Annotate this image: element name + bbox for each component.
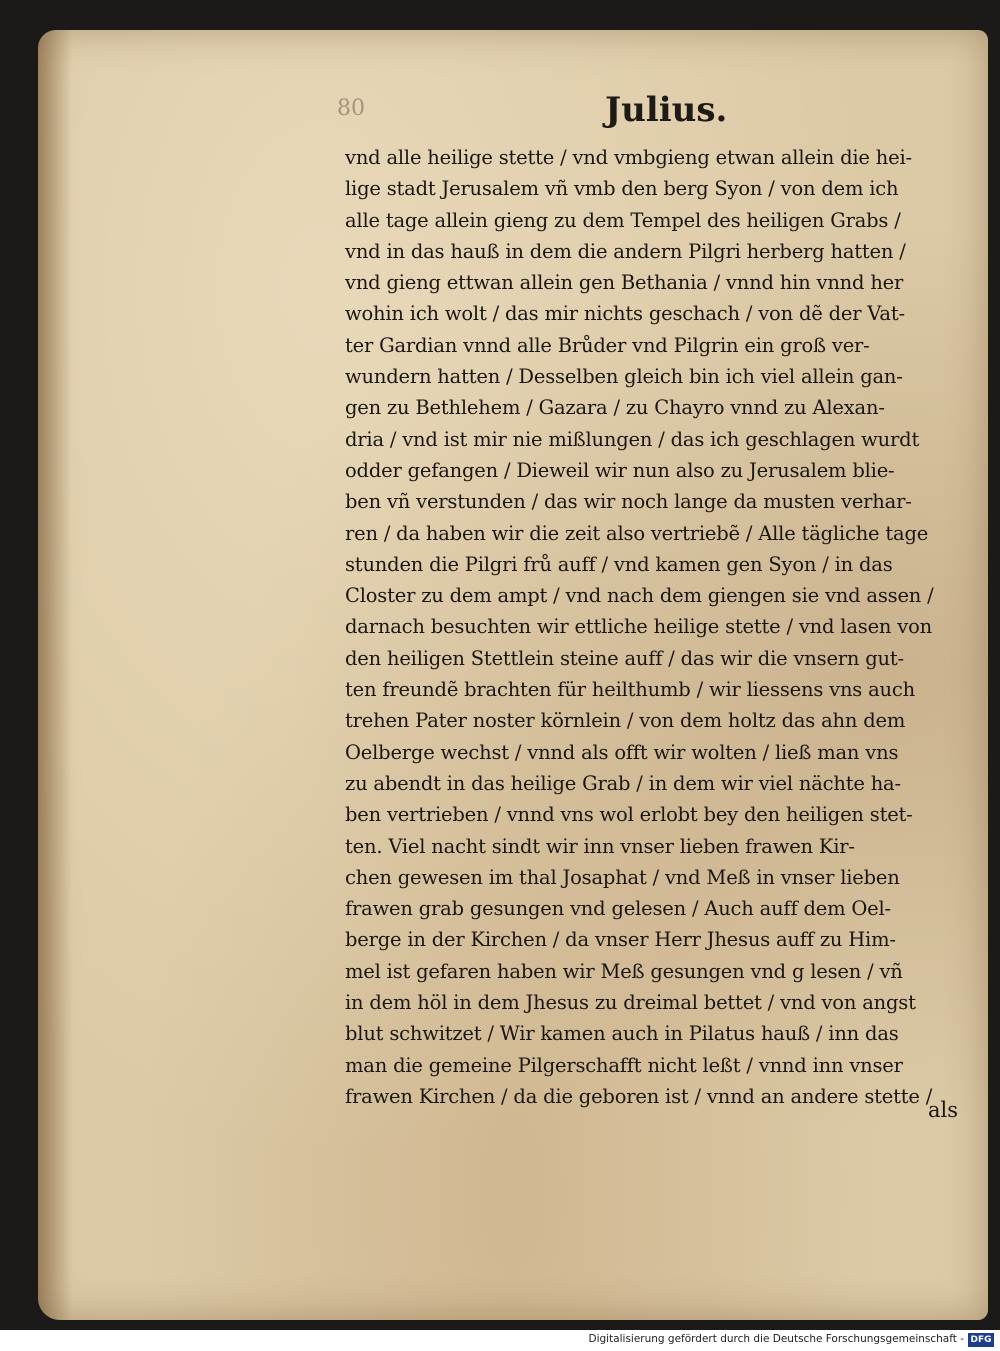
text-line: blut schwitzet / Wir kamen auch in Pilatus hauß / inn das	[345, 1022, 899, 1046]
text-line: Closter zu dem ampt / vnd nach dem giengen sie vnd assen /	[345, 584, 934, 608]
text-line: frawen grab gesungen vnd gelesen / Auch auff dem Oel-	[345, 897, 891, 921]
text-line: darnach besuchten wir ettliche heilige stette / vnd lasen von	[345, 615, 932, 639]
footer-bar	[0, 1330, 1000, 1351]
text-line: mel ist gefaren haben wir Meß gesungen vnd g lesen / vñ	[345, 959, 903, 983]
page-shadow-edge	[38, 30, 72, 1320]
text-line: trehen Pater noster körnlein / von dem holtz das ahn dem	[345, 709, 906, 733]
text-line: vnd gieng ettwan allein gen Bethania / vnnd hin vnnd her	[345, 271, 904, 295]
text-line: wohin ich wolt / das mir nichts geschach / von dẽ der Vat-	[345, 302, 905, 326]
text-line: chen gewesen im thal Josaphat / vnd Meß in vnser lieben	[345, 865, 900, 889]
text-line: ten. Viel nacht sindt wir inn vnser lieben frawen Kir-	[345, 834, 855, 858]
text-line: stunden die Pilgri frů auff / vnd kamen gen Syon / in das	[345, 552, 893, 576]
text-line: lige stadt Jerusalem vñ vmb den berg Syon / von dem ich	[345, 177, 899, 201]
text-line: gen zu Bethlehem / Gazara / zu Chayro vnnd zu Alexan-	[345, 396, 885, 420]
text-line: man die gemeine Pilgerschafft nicht leßt / vnnd inn vnser	[345, 1053, 903, 1077]
text-line: ben vertrieben / vnnd vns wol erlobt bey den heiligen stet-	[345, 803, 913, 827]
text-line: ben vñ verstunden / das wir noch lange da musten verhar-	[345, 490, 912, 514]
dfg-logo: DFG	[968, 1333, 994, 1347]
text-line: frawen Kirchen / da die geboren ist / vnnd an andere stette /	[345, 1084, 933, 1108]
text-line: wundern hatten / Desselben gleich bin ich viel allein gan-	[345, 365, 903, 389]
text-line: dria / vnd ist mir nie mißlungen / das ich geschlagen wurdt	[345, 427, 920, 451]
text-line: odder gefangen / Dieweil wir nun also zu Jerusalem blie-	[345, 458, 895, 482]
footer-credit: Digitalisierung gefördert durch die Deutsche Forschungsgemeinschaft -	[588, 1333, 964, 1345]
page-number: 80	[337, 96, 365, 121]
text-line: Oelberge wechst / vnnd als offt wir wolten / ließ man vns	[345, 740, 899, 764]
body-text	[345, 142, 965, 1112]
text-line: ter Gardian vnnd alle Brůder vnd Pilgrin ein groß ver-	[345, 333, 870, 357]
text-line: alle tage allein gieng zu dem Tempel des heiligen Grabs /	[345, 208, 901, 232]
text-line: vnd in das hauß in dem die andern Pilgri herberg hatten /	[345, 239, 906, 263]
running-title: Julius.	[605, 90, 728, 130]
catchword: als	[928, 1098, 959, 1122]
text-line: in dem höl in dem Jhesus zu dreimal bettet / vnd von angst	[345, 991, 916, 1015]
text-line: ren / da haben wir die zeit also vertriebẽ / Alle tägliche tage	[345, 521, 929, 545]
text-line: berge in der Kirchen / da vnser Herr Jhesus auff zu Him-	[345, 928, 896, 952]
text-line: vnd alle heilige stette / vnd vmbgieng etwan allein die hei-	[345, 146, 912, 169]
text-line: den heiligen Stettlein steine auff / das wir die vnsern gut-	[345, 646, 904, 670]
text-line: ten freundẽ brachten für heilthumb / wir liessens vns auch	[345, 678, 915, 702]
text-line: zu abendt in das heilige Grab / in dem wir viel nächte ha-	[345, 771, 901, 795]
